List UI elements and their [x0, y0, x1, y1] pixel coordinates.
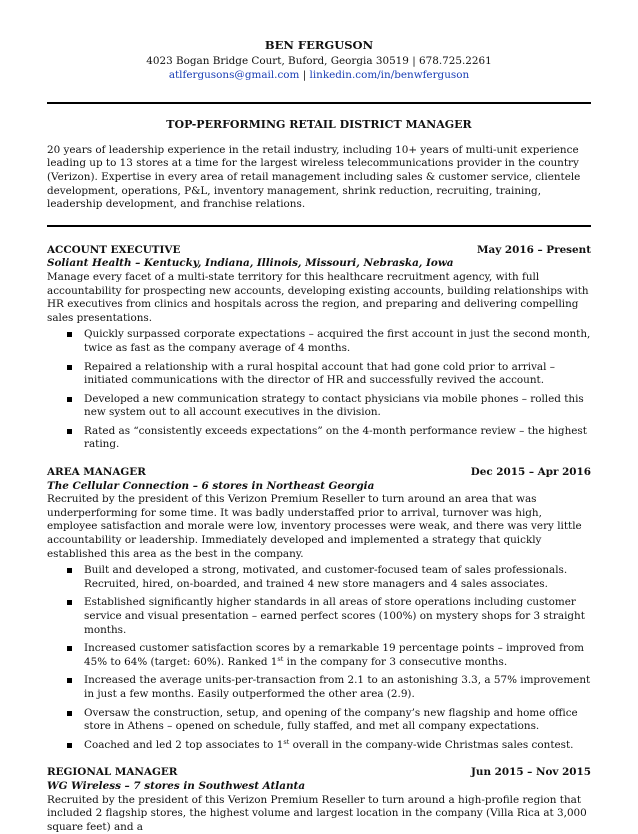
list-item	[47, 393, 591, 420]
job-title: ACCOUNT EXECUTIVE	[47, 243, 181, 256]
bullet-icon	[67, 711, 72, 716]
contact-separator: |	[299, 68, 310, 81]
bullet-icon	[67, 678, 72, 683]
list-item-text: Rated as “consistently exceeds expectations” on the 4-month performance review – the highest rating.	[84, 424, 587, 451]
job-description: Recruited by the president of this Verizon Premium Reseller to turn around an area that was underperforming for some time. It was badly understaffed prior to arrival, turnover was high, employee satisfaction and morale were low, inventory processes were weak, and there was very little accountability or leadership. Immediately developed and implemented a strategy that quickly established this area as the best in the company.	[47, 493, 582, 560]
ordinal-suffix: st	[283, 737, 290, 746]
job-header	[47, 466, 591, 480]
summary-text: 20 years of leadership experience in the retail industry, including 10+ years of multi-unit experience leading up to 13 stores at a time for the largest wireless telecommunications provider in the country (Verizon). Expertise in every area of retail management including sales & customer service, clientele development, operations, P&L, inventory management, shrink reduction, recruiting, training, leadership development, and franchise relations.	[47, 143, 581, 211]
bullet-icon	[67, 365, 72, 370]
candidate-name: BEN FERGUSON	[264, 38, 374, 52]
job-title: REGIONAL MANAGER	[47, 766, 178, 779]
job-dates: May 2016 – Present	[477, 243, 591, 256]
list-item-text: Repaired a relationship with a rural hospital account that had gone cold prior to arrival – initiated communications with the director of HR and successfully revived the account.	[84, 360, 555, 387]
email-link[interactable]: atlfergusons@gmail.com	[168, 68, 300, 81]
achievement-list	[47, 328, 591, 452]
job-organization: WG Wireless – 7 stores in Southwest Atlanta	[47, 779, 306, 792]
job-description: Manage every facet of a multi-state territory for this healthcare recruitment agency, with full accountability for prospecting new accounts, developing existing accounts, building relationships with HR executives from clinics and hospitals across the region, and preparing and delivering compelling sales presentations.	[47, 270, 589, 324]
bullet-icon	[67, 743, 72, 748]
address-line: 4023 Bogan Bridge Court, Buford, Georgia 30519 | 678.725.2261	[146, 55, 492, 67]
job-dates: Dec 2015 – Apr 2016	[470, 466, 591, 479]
bullet-icon	[67, 568, 72, 573]
list-item	[47, 564, 591, 591]
job-regional-manager	[47, 766, 591, 834]
list-item	[47, 328, 591, 355]
list-item-text: Quickly surpassed corporate expectations – acquired the first account in just the second month, twice as fast as the company average of 4 months.	[84, 328, 591, 354]
job-title: AREA MANAGER	[47, 466, 146, 479]
ordinal-suffix: st	[277, 654, 284, 663]
summary-title: TOP-PERFORMING RETAIL DISTRICT MANAGER	[166, 118, 472, 132]
linkedin-link[interactable]: linkedin.com/in/benwferguson	[309, 68, 470, 81]
list-item	[47, 596, 591, 637]
bullet-icon	[67, 600, 72, 605]
divider-top	[47, 102, 591, 104]
divider-summary	[47, 225, 591, 227]
achievement-list	[47, 564, 591, 752]
list-item-text: Coached and led 2 top associates to 1	[84, 738, 284, 751]
job-dates: Jun 2015 – Nov 2015	[471, 766, 591, 779]
job-organization: The Cellular Connection – 6 stores in Northeast Georgia	[47, 479, 375, 492]
contact-line	[47, 69, 591, 83]
job-header	[47, 766, 591, 780]
list-item	[47, 674, 591, 701]
list-item	[47, 361, 591, 388]
list-item-text: Built and developed a strong, motivated, and customer-focused team of sales professionals. Recruited, hired, on-boarded, and trained 4 new store managers and 4 sales associates.	[84, 564, 568, 590]
list-item	[47, 707, 591, 734]
bullet-icon	[67, 332, 72, 337]
list-item-text: Increased customer satisfaction scores by a remarkable 19 percentage points – improved from 45% to 64% (target: 60%). Ranked 1	[84, 642, 585, 668]
resume-header	[47, 38, 591, 82]
list-item-text-tail: in the company for 3 consecutive months.	[283, 655, 508, 668]
job-header	[47, 244, 591, 258]
list-item	[47, 739, 591, 753]
bullet-icon	[67, 397, 72, 402]
list-item	[47, 425, 591, 452]
bullet-icon	[67, 646, 72, 651]
job-organization: Soliant Health – Kentucky, Indiana, Illinois, Missouri, Nebraska, Iowa	[47, 257, 454, 270]
job-description: Recruited by the president of this Verizon Premium Reseller to turn around a high-profile region that included 2 flagship stores, the highest volume and largest location in the company (Villa Rica at 3,000 square feet) and a	[47, 793, 587, 833]
bullet-icon	[67, 429, 72, 434]
list-item-text-tail: overall in the company-wide Christmas sales contest.	[289, 738, 574, 751]
list-item-text: Increased the average units-per-transaction from 2.1 to an astonishing 3.3, a 57% improvement in just a few months. Easily outperformed the other area (2.9).	[84, 674, 591, 700]
list-item-text: Oversaw the construction, setup, and opening of the company’s new flagship and home office store in Athens – opened on schedule, fully staffed, and met all company expectations.	[84, 706, 578, 733]
list-item	[47, 642, 591, 669]
list-item-text: Established significantly higher standards in all areas of store operations including customer service and visual presentation – earned perfect scores (100%) on mystery shops for 3 straight months.	[84, 596, 585, 636]
job-account-executive	[47, 244, 591, 452]
list-item-text: Developed a new communication strategy to contact physicians via mobile phones – rolled this new system out to all account executives in the division.	[84, 392, 584, 419]
job-area-manager	[47, 466, 591, 752]
